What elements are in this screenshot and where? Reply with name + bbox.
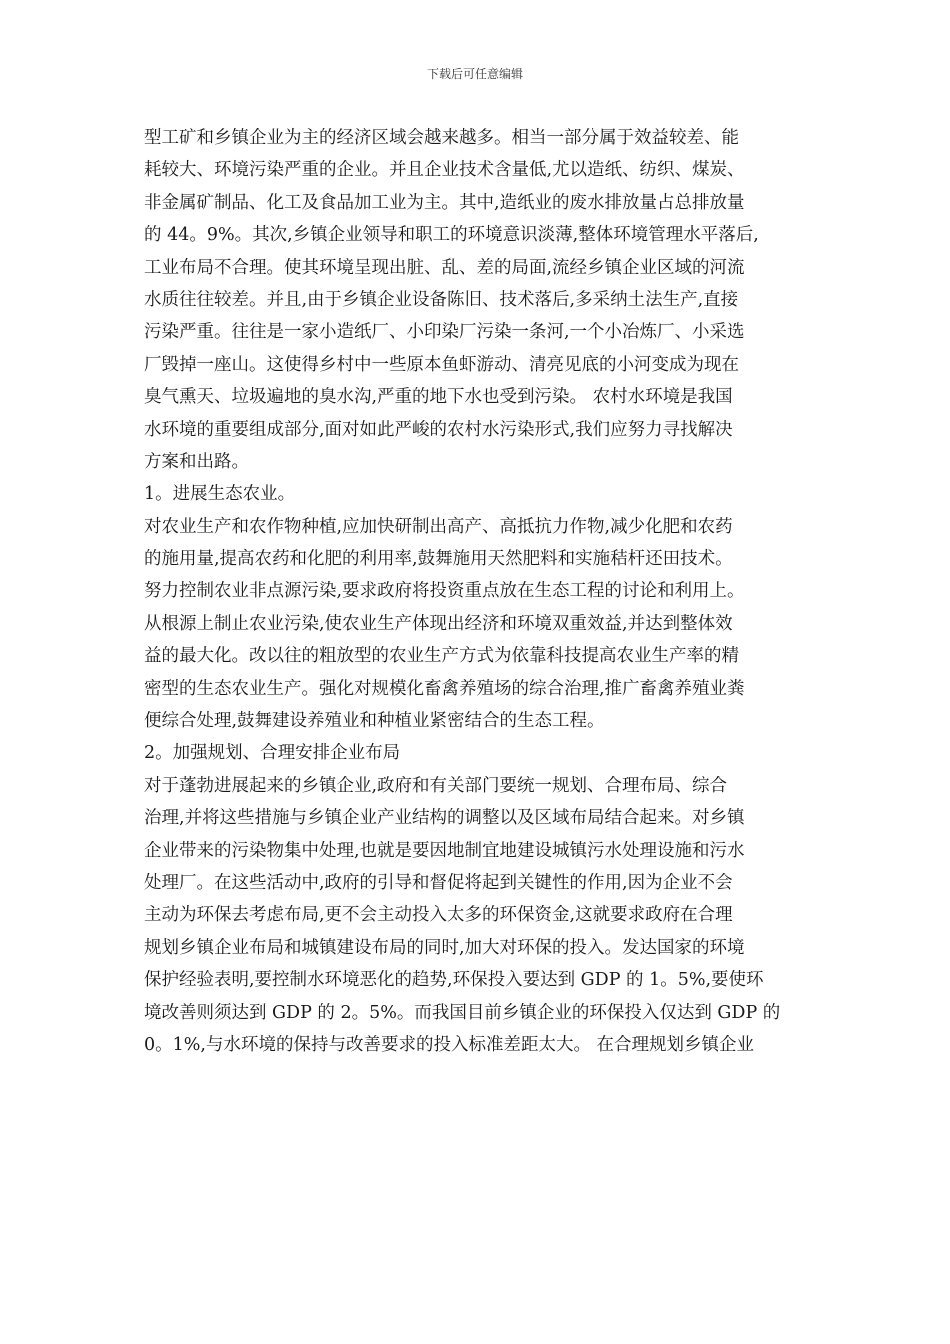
text-line: 臭气熏天、垃圾遍地的臭水沟,严重的地下水也受到污染。 农村水环境是我国 bbox=[144, 387, 733, 408]
section-heading: 1。进展生态农业。 bbox=[144, 484, 296, 505]
text-line: 密型的生态农业生产。强化对规模化畜禽养殖场的综合治理,推广畜禽养殖业粪 bbox=[144, 678, 745, 699]
text-line: 对农业生产和农作物种植,应加快研制出高产、高抵抗力作物,减少化肥和农药 bbox=[144, 516, 733, 537]
text-line: 厂毁掉一座山。这使得乡村中一些原本鱼虾游动、清亮见底的小河变成为现在 bbox=[144, 354, 739, 375]
text-line: 非金属矿制品、化工及食品加工业为主。其中,造纸业的废水排放量占总排放量 bbox=[144, 192, 745, 213]
text-line: 治理,并将这些措施与乡镇企业产业结构的调整以及区域布局结合起来。对乡镇 bbox=[144, 808, 745, 829]
text-line: 处理厂。在这些活动中,政府的引导和督促将起到关键性的作用,因为企业不会 bbox=[144, 872, 733, 893]
text-line: 境改善则须达到 GDP 的 2。5%。而我国目前乡镇企业的环保投入仅达到 GDP 的 bbox=[144, 1002, 781, 1023]
text-line: 水质往往较差。并且,由于乡镇企业设备陈旧、技术落后,多采纳土法生产,直接 bbox=[144, 289, 739, 310]
text-line: 型工矿和乡镇企业为主的经济区域会越来越多。相当一部分属于效益较差、能 bbox=[144, 128, 739, 148]
text-line: 企业带来的污染物集中处理,也就是要因地制宜地建设城镇污水处理设施和污水 bbox=[144, 840, 745, 861]
text-line: 耗较大、环境污染严重的企业。并且企业技术含量低,尤以造纸、纺织、煤炭、 bbox=[144, 160, 745, 181]
text-line: 的施用量,提高农药和化肥的利用率,鼓舞施用天然肥料和实施秸杆还田技术。 bbox=[144, 549, 733, 570]
text-line: 工业布局不合理。使其环境呈现出脏、乱、差的局面,流经乡镇企业区域的河流 bbox=[144, 257, 745, 278]
section-heading: 2。加强规划、合理安排企业布局 bbox=[144, 743, 401, 764]
text-line: 益的最大化。改以往的粗放型的农业生产方式为依靠科技提高农业生产率的精 bbox=[144, 646, 739, 667]
text-line: 从根源上制止农业污染,使农业生产体现出经济和环境双重效益,并达到整体效 bbox=[144, 613, 733, 634]
text-line: 努力控制农业非点源污染,要求政府将投资重点放在生态工程的讨论和利用上。 bbox=[144, 581, 745, 602]
page-header: 下载后可任意编辑 bbox=[426, 67, 523, 81]
text-line: 保护经验表明,要控制水环境恶化的趋势,环保投入要达到 GDP 的 1。5%,要使环 bbox=[144, 970, 764, 991]
text-line: 规划乡镇企业布局和城镇建设布局的同时,加大对环保的投入。发达国家的环境 bbox=[144, 937, 745, 958]
text-line: 便综合处理,鼓舞建设养殖业和种植业紧密结合的生态工程。 bbox=[144, 711, 605, 732]
text-line: 的 44。9%。其次,乡镇企业领导和职工的环境意识淡薄,整体环境管理水平落后, bbox=[144, 225, 759, 246]
text-line: 方案和出路。 bbox=[144, 451, 249, 472]
text-line: 水环境的重要组成部分,面对如此严峻的农村水污染形式,我们应努力寻找解决 bbox=[144, 419, 733, 440]
text-line: 对于蓬勃进展起来的乡镇企业,政府和有关部门要统一规划、合理布局、综合 bbox=[144, 775, 728, 796]
text-line: 0。1%,与水环境的保持与改善要求的投入标准差距太大。 在合理规划乡镇企业 bbox=[144, 1034, 755, 1055]
text-line: 主动为环保去考虑布局,更不会主动投入太多的环保资金,这就要求政府在合理 bbox=[144, 905, 733, 926]
text-line: 污染严重。往往是一家小造纸厂、小印染厂污染一条河,一个小冶炼厂、小采选 bbox=[144, 322, 745, 343]
document-body bbox=[144, 122, 816, 1061]
